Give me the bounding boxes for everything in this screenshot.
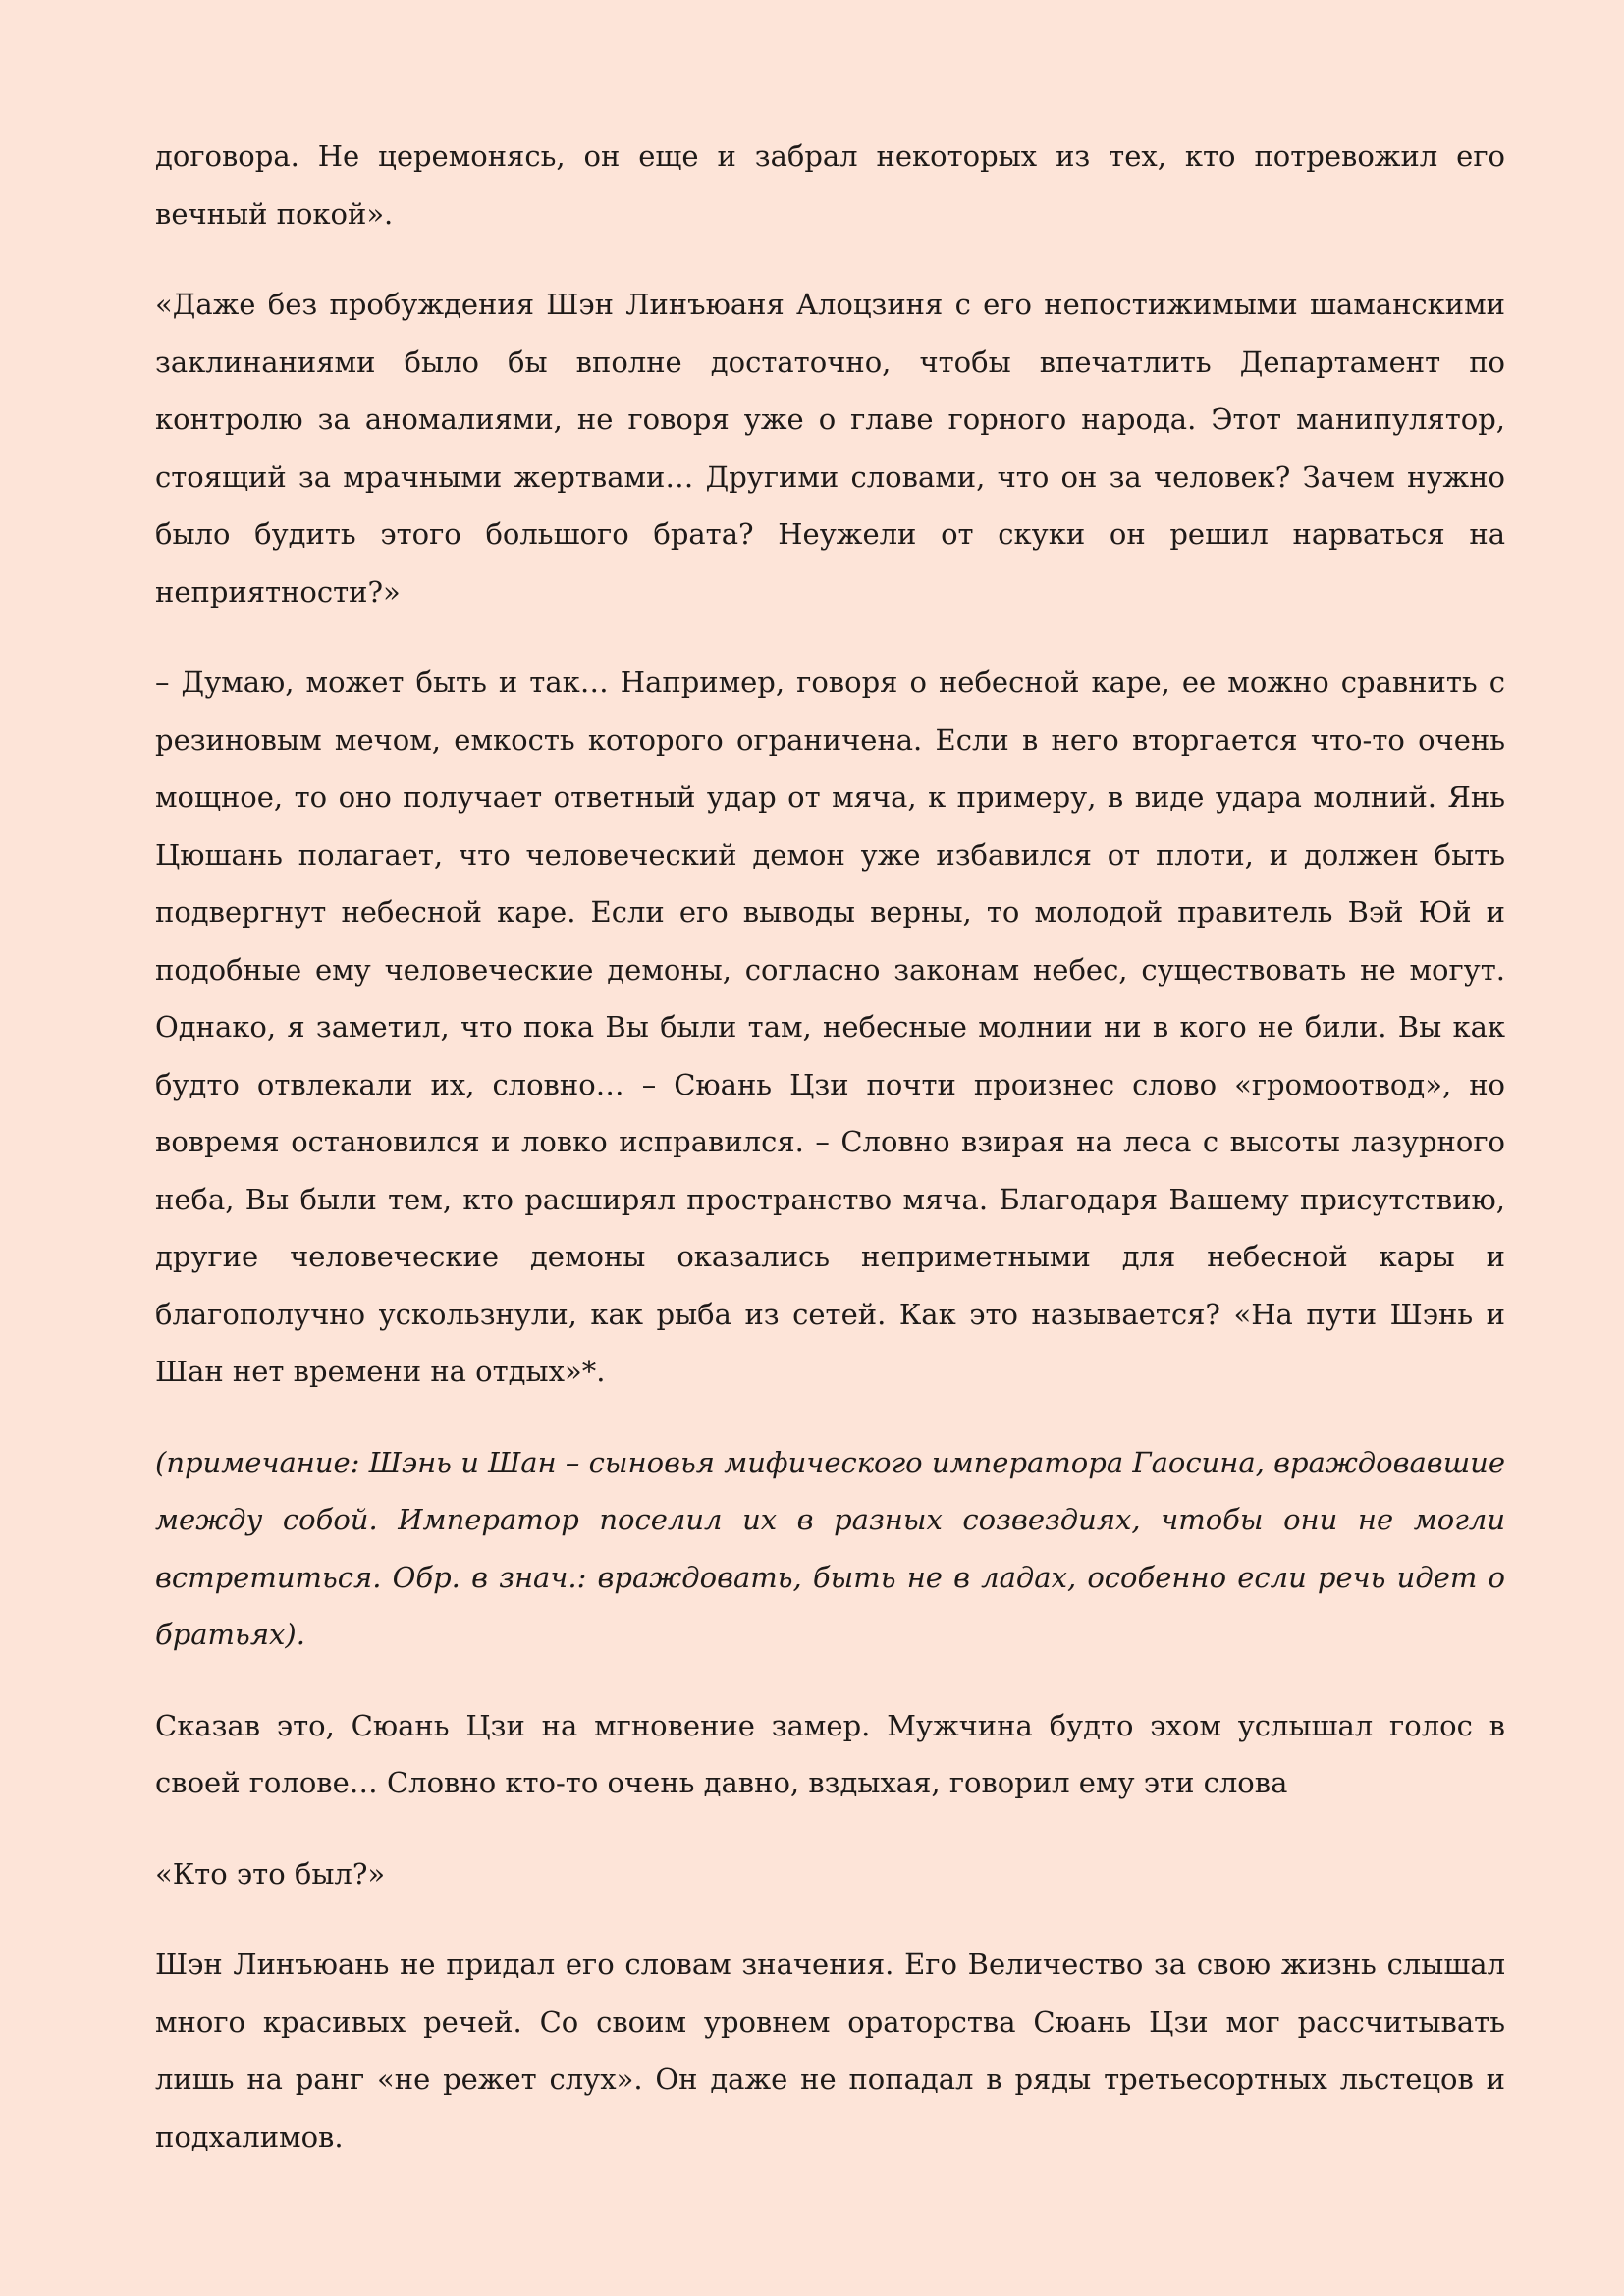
paragraph-sheng-lingyuan-reaction: Шэн Линъюань не придал его словам значения. Его Величество за свою жизнь слышал много красивых речей. Со своим уровнем ораторства Сюань Цзи мог рассчитывать лишь на ранг «не режет слух». Он даже не попадал в ряды третьесортных льстецов и подхалимов. xyxy=(155,1948,1505,2154)
paragraph-dialogue-heavenly-punishment: – Думаю, может быть и так… Например, говоря о небесной каре, ее можно сравнить с резиновым мечом, емкость которого ограничена. Если в него вторгается что-то очень мощное, то оно получает ответный удар от мяча, к примеру, в виде удара молний. Янь Цюшань полагает, что человеческий демон уже избавился от плоти, и должен быть подвергнут небесной каре. Если его выводы верны, то молодой правитель Вэй Юй и подобные ему человеческие демоны, согласно законам небес, существовать не могут. Однако, я заметил, что пока Вы были там, небесные молнии ни в кого не били. Вы как будто отвлекали их, словно… – Сюань Цзи почти произнес слово «громоотвод», но вовремя остановился и ловко исправился. – Словно взирая на леса с высоты лазурного неба, Вы были тем, кто расширял пространство мяча. Благодаря Вашему присутствию, другие человеческие демоны оказались неприметными для небесной кары и благополучно ускользнули, как рыба из сетей. Как это называется? «На пути Шэнь и Шан нет времени на отдых»*. xyxy=(155,666,1505,1388)
paragraph-contract-continuation: договора. Не церемонясь, он еще и забрал некоторых из тех, кто потревожил его вечный покой». xyxy=(155,139,1505,231)
paragraph-xuan-ji-freezes: Сказав это, Сюань Цзи на мгновение замер. Мужчина будто эхом услышал голос в своей голове… Словно кто-то очень давно, вздыхая, говорил ему эти слова xyxy=(155,1708,1505,1799)
paragraph-translator-note: (примечание: Шэнь и Шан – сыновья мифического императора Гаосина, враждовавшие между собой. Император поселил их в разных созвездиях, чтобы они не могли встретиться. Обр. в знач.: враждовать, быть не в ладах, особенно если речь идет о братьях). xyxy=(155,1445,1505,1651)
paragraph-inner-monologue: «Даже без пробуждения Шэн Линъюаня Алоцзиня с его непостижимыми шаманскими заклинаниями было бы вполне достаточно, чтобы впечатлить Департамент по контролю за аномалиями, не говоря уже о главе горного народа. Этот манипулятор, стоящий за мрачными жертвами… Другими словами, что он за человек? Зачем нужно было будить этого большого брата? Неужели от скуки он решил нарваться на неприятности?» xyxy=(155,288,1505,609)
paragraph-who-was-it: «Кто это был?» xyxy=(155,1856,386,1891)
